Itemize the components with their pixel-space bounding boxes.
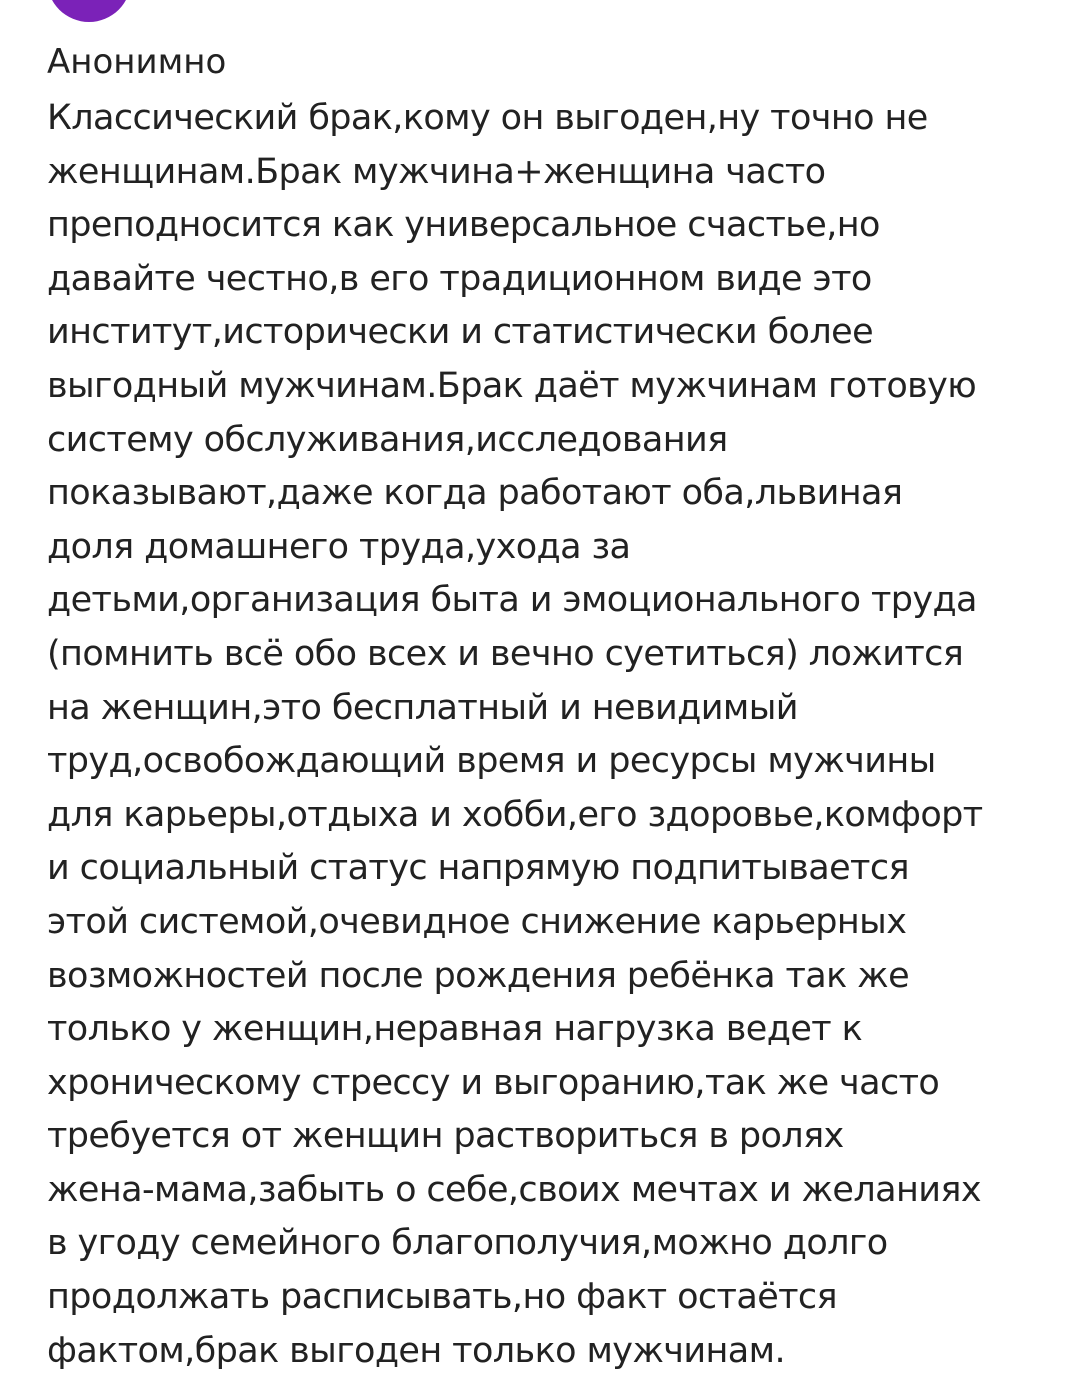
- comment-line: давайте честно,в его традиционном виде это: [47, 258, 872, 299]
- comment-line: выгодный мужчинам.Брак даёт мужчинам готовую: [47, 365, 977, 406]
- comment-line: систему обслуживания,исследования: [47, 419, 728, 460]
- comment-line: (помнить всё обо всех и вечно суетиться) ложится: [47, 633, 964, 674]
- comment-line: детьми,организация быта и эмоционального труда: [47, 580, 977, 621]
- comment-line: хроническому стрессу и выгоранию,так же часто: [47, 1062, 940, 1103]
- comment-line: фактом,брак выгоден только мужчинам.: [47, 1330, 785, 1371]
- comment-line: труд,освобождающий время и ресурсы мужчины: [47, 741, 936, 782]
- comment-line: требуется от женщин раствориться в ролях: [47, 1116, 844, 1157]
- comment-line: Классический брак,кому он выгоден,ну точно не: [47, 98, 928, 138]
- comment-line: в угоду семейного благополучия,можно долго: [47, 1223, 888, 1264]
- comment-line: для карьеры,отдыха и хобби,его здоровье,комфорт: [47, 794, 983, 835]
- comment-line: женщинам.Брак мужчина+женщина часто: [47, 151, 826, 192]
- comment-text: [47, 92, 1057, 1378]
- comment-line: и социальный статус напрямую подпитывается: [47, 848, 909, 889]
- author-avatar[interactable]: [47, 0, 131, 22]
- comment-line: только у женщин,неравная нагрузка ведет к: [47, 1009, 863, 1050]
- comment-line: институт,исторически и статистически более: [47, 312, 874, 353]
- comment-line: жена-мама,забыть о себе,своих мечтах и желаниях: [47, 1169, 981, 1210]
- comment-line: преподносится как универсальное счастье,но: [47, 205, 880, 246]
- comment-line: возможностей после рождения ребёнка так же: [47, 955, 910, 996]
- comment-line: этой системой,очевидное снижение карьерных: [47, 901, 907, 942]
- comment-line: доля домашнего труда,ухода за: [47, 526, 631, 567]
- author-name[interactable]: Анонимно: [47, 42, 227, 82]
- comment-line: на женщин,это бесплатный и невидимый: [47, 687, 798, 728]
- comment-line: показывают,даже когда работают оба,львиная: [47, 473, 903, 514]
- comment-line: продолжать расписывать,но факт остаётся: [47, 1277, 838, 1318]
